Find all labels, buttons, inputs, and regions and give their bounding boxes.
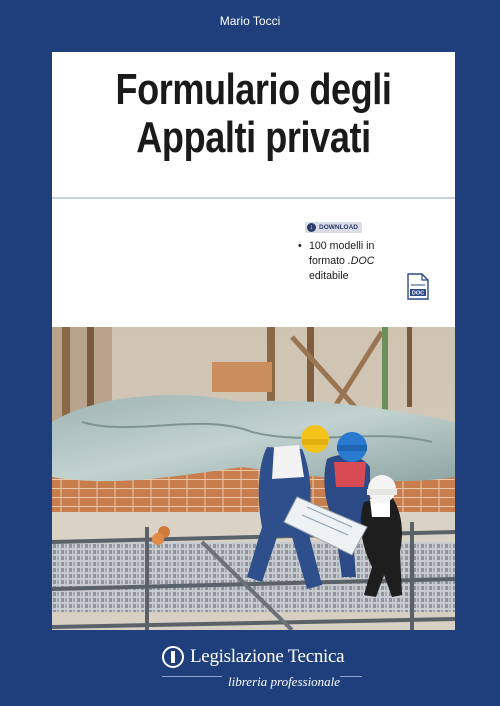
publisher-logo-icon (162, 646, 184, 668)
title-panel (52, 52, 455, 198)
title-line-1: Formulario degli (115, 65, 392, 114)
download-badge-label: DOWNLOAD (319, 224, 358, 231)
promo-line-3: editabile (309, 269, 349, 282)
cover-photo (52, 327, 455, 630)
author-name: Mario Tocci (219, 14, 281, 28)
doc-icon-label: DOC (411, 290, 425, 297)
publisher-brand (162, 646, 344, 668)
promo-line-2 (298, 254, 408, 269)
download-badge (305, 222, 362, 233)
publisher-name: Legislazione Tecnica (190, 646, 345, 667)
footer-band (0, 630, 500, 706)
doc-file-icon (407, 273, 429, 300)
promo-format-prefix: formato (309, 254, 348, 267)
download-promo (298, 239, 408, 283)
promo-line-1: • 100 modelli in (298, 239, 408, 254)
promo-format: .DOC (347, 254, 375, 267)
publisher-tagline: libreria professionale (222, 674, 340, 690)
download-arrow-icon: ↓ (307, 223, 316, 232)
book-title (88, 66, 418, 162)
title-line-2: Appalti privati (136, 113, 371, 162)
